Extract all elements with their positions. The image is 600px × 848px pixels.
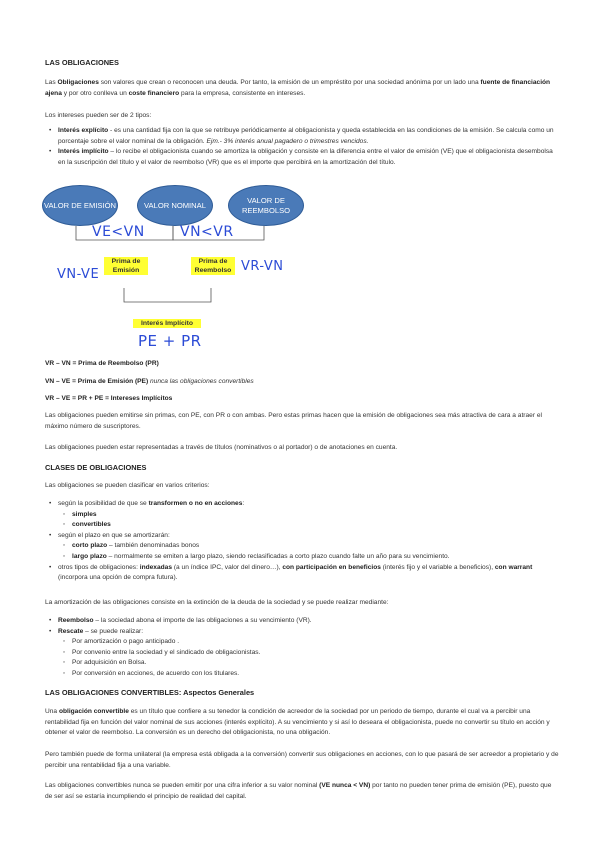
bracket-primas (124, 288, 211, 302)
convertibles-paragraph-1: Una obligación convertible es un título que confiere a su tenedor la condición de acreedor de la sociedad por un periodo de tiempo, durante el cual va a percibir una rentabilidad fija en función del valor nominal de sus acciones (interés explícito). A su vencimiento y si así lo deseara el obligacionista, puede no convertir su título en acción y obtener el valor de reembolso. La conversión es un derecho del obligacionista, no una obligación. (45, 708, 550, 737)
list-item: ◦ largo plazo – normalmente se emiten a largo plazo, siendo reclasificadas a corto plazo cuando falte un año para su vencimiento. (72, 552, 558, 563)
page-title: LAS OBLIGACIONES (45, 58, 119, 67)
list-item: ◦ Por amortización o pago anticipado . (72, 637, 558, 648)
clases-intro: Las obligaciones se pueden clasificar en varios criterios: (45, 482, 210, 489)
formula-pr: VR – VN = Prima de Reembolso (PR) (45, 360, 159, 367)
clases-heading: CLASES DE OBLIGACIONES (45, 463, 147, 472)
prima-reembolso-box: Prima de Reembolso (191, 257, 235, 275)
handwritten-vn-vr: VN<VR (180, 224, 234, 240)
list-item: • Interés implícito – lo recibe el obligacionista cuando se amortiza la obligación y consiste en la diferencia entre el valor de emisión (VE) que el obligacionista desembolsa en la suscripción del título y el valor de reembolso (VR) que es el importe que percibirá en la amortización del título. (58, 147, 558, 168)
amortizacion-list (58, 616, 558, 680)
interes-implicito-box: Interés Implícito (133, 319, 201, 328)
titulos-paragraph: Las obligaciones pueden estar representadas a través de títulos (nominativos o al portador) o de anotaciones en cuenta. (45, 444, 398, 451)
convertibles-heading: LAS OBLIGACIONES CONVERTIBLES: Aspectos Generales (45, 688, 255, 697)
clases-list (58, 499, 558, 584)
list-item: ◦ corto plazo – también denominadas bonos (72, 541, 558, 552)
valor-emision-oval: VALOR DE EMISIÓN (42, 185, 118, 226)
handwritten-vr-vn: VR-VN (241, 259, 284, 274)
list-item: • Interés explícito - es una cantidad fija con la que se retribuye periódicamente al obligacionista y queda establecida en las condiciones de la emisión. Se calcula como un porcentaje sobre el valor nominal de la obligación. Ejm.- 3% interés anual pagadero o trimestres vencidos. (58, 126, 558, 147)
convertibles-paragraph-3: Las obligaciones convertibles nunca se pueden emitir por una cifra inferior a su valor nominal (VE nunca < VN) por tanto no pueden tener prima de emisión (PE), puesto que de ser así se estaría incumpliendo el principio de realidad del capital. (45, 782, 552, 800)
handwritten-pe-pr: PE + PR (138, 332, 202, 350)
valor-nominal-oval: VALOR NOMINAL (137, 185, 213, 226)
convertibles-paragraph-2: Pero también puede de forma unilateral (la empresa está obligada a la conversión) convertir sus obligaciones en acciones, con lo que pasará de ser acreedor a propietario y de percibir una rentabilidad fija a una variable. (45, 751, 559, 769)
intro-paragraph: Las Obligaciones son valores que crean o reconocen una deuda. Por tanto, la emisión de un empréstito por una sociedad anónima por un lado una fuente de financiación ajena y por otro conlleva un coste financiero para la empresa, consistente en intereses. (45, 79, 551, 97)
list-item: ◦ Por adquisición en Bolsa. (72, 658, 558, 669)
formula-intereses: VR – VE = PR + PE = Intereses Implícitos (45, 395, 173, 402)
list-item: • Reembolso – la sociedad abona el importe de las obligaciones a su vencimiento (VR). (58, 616, 558, 627)
primas-paragraph: Las obligaciones pueden emitirse sin primas, con PE, con PR o con ambas. Pero estas primas hacen que la emisión de obligaciones sea más atractiva de cara a atraer el máximo número de suscriptores. (45, 412, 542, 430)
handwritten-vn-ve: VN-VE (57, 267, 100, 282)
list-item: • otros tipos de obligaciones: indexadas (a un índice IPC, valor del dinero…), con participación en beneficios (interés fijo y el variable a beneficios), con warrant (incorpora una opción de compra futura). (58, 563, 558, 584)
list-item: • según la posibilidad de que se transformen o no en acciones: ◦ simples ◦ convertibles (58, 499, 558, 531)
handwritten-ve-vn: VE<VN (92, 224, 145, 240)
list-item: ◦ Por conversión en acciones, de acuerdo con los titulares. (72, 669, 558, 680)
amortizacion-intro: La amortización de las obligaciones consiste en la extinción de la deuda de la sociedad y se puede realizar mediante: (45, 599, 389, 606)
list-item: ◦ convertibles (72, 520, 558, 531)
formula-pe: VN – VE = Prima de Emisión (PE) nunca las obligaciones convertibles (45, 378, 254, 385)
list-item: • Rescate – se puede realizar: ◦ Por amortización o pago anticipado . ◦ Por convenio entre la sociedad y el sindicado de obligacionistas. ◦ Por adquisición en Bolsa. ◦ Por conversión en acciones, de acuerdo con los titulares. (58, 627, 558, 680)
list-item: ◦ Por convenio entre la sociedad y el sindicado de obligacionistas. (72, 648, 558, 659)
list-item: • según el plazo en que se amortizarán: ◦ corto plazo – también denominadas bonos ◦ largo plazo – normalmente se emiten a largo plazo, siendo reclasificadas a corto plazo cuando falte un año para su vencimiento. (58, 531, 558, 563)
valor-reembolso-oval: VALOR DE REEMBOLSO (228, 185, 304, 226)
list-item: ◦ simples (72, 510, 558, 521)
prima-emision-box: Prima de Emisión (104, 257, 148, 275)
intereses-intro: Los intereses pueden ser de 2 tipos: (45, 112, 152, 119)
